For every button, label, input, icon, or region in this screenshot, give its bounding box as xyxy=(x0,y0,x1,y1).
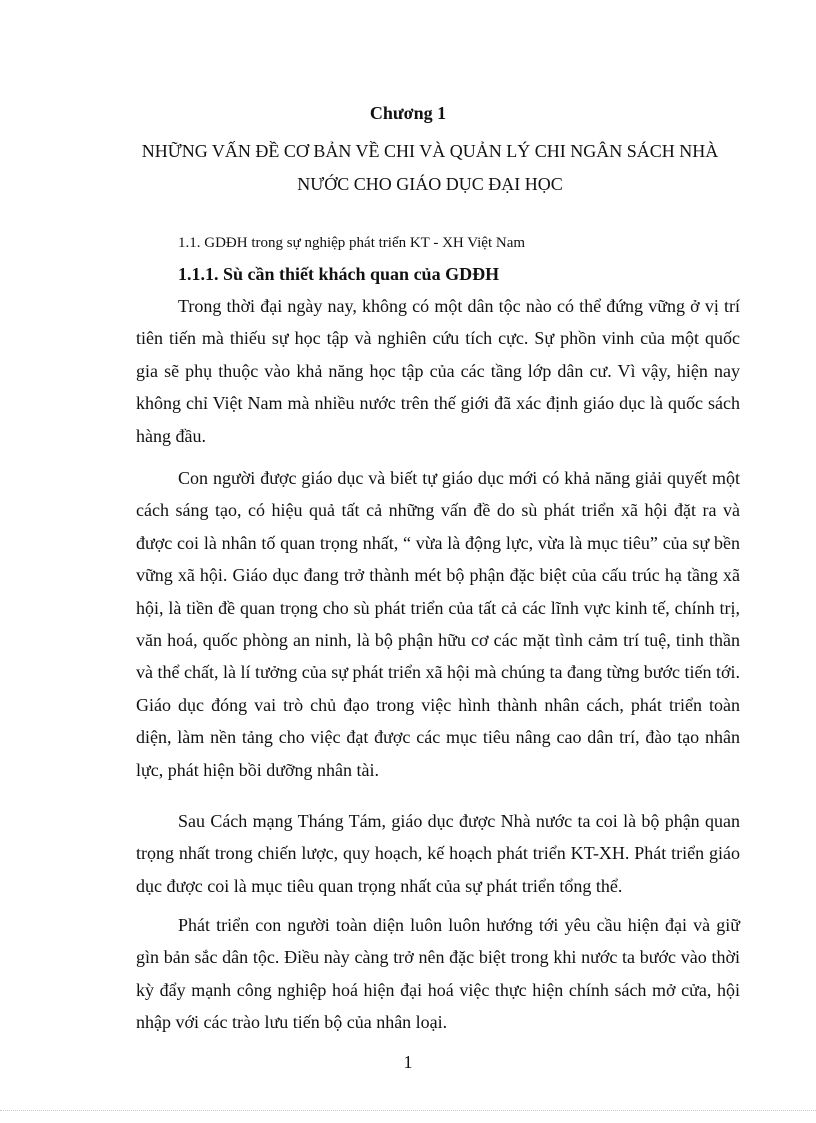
paragraph: Phát triển con người toàn diện luôn luôn hướng tới yêu cầu hiện đại và giữ gìn bản sắc dân tộc. Điều này càng trở nên đặc biệt trong khi nước ta bước vào thời kỳ đẩy mạnh công nghiệp hoá hiện đại hoá việc thực hiện chính sách mở cửa, hội nhập với các trào lưu tiến bộ của nhân loại. xyxy=(136,915,740,1033)
chapter-number: Chương 1 xyxy=(369,103,447,123)
paragraph: Con người được giáo dục và biết tự giáo dục mới có khả năng giải quyết một cách sáng tạo, có hiệu quả tất cả những vấn đề do sù phát triển xã hội đặt ra và được coi là nhân tố quan trọng nhất, “ vừa là động lực, vừa là mục tiêu” của sự bền vững xã hội. Giáo dục đang trở thành mét bộ phận đặc biệt của cấu trúc hạ tầng xã hội, là tiền đề quan trọng cho sù phát triển của tất cả các lĩnh vực kinh tế, chính trị, văn hoá, quốc phòng an ninh, là bộ phận hữu cơ các mặt tình cảm trí tuệ, tinh thần và thể chất, là lí tưởng của sự phát triển xã hội mà chúng ta đang từng bước tiến tới. Giáo dục đóng vai trò chủ đạo trong việc hình thành nhân cách, phát triển toàn diện, làm nền tảng cho việc đạt được các mục tiêu nâng cao dân trí, đào tạo nhân lực, phát hiện bồi dưỡng nhân tài. xyxy=(136,468,740,780)
subsection-heading: 1.1.1. Sù cần thiết khách quan của GDĐH xyxy=(178,264,500,284)
section-heading: 1.1. GDĐH trong sự nghiệp phát triển KT - XH Việt Nam xyxy=(178,235,526,251)
page-number: 1 xyxy=(403,1052,413,1072)
page-bottom-border xyxy=(0,1110,816,1111)
chapter-title: NHỮNG VẤN ĐỀ CƠ BẢN VỀ CHI VÀ QUẢN LÝ CHI NGÂN SÁCH NHÀ NƯỚC CHO GIÁO DỤC ĐẠI HỌC xyxy=(141,141,719,194)
paragraph: Trong thời đại ngày nay, không có một dân tộc nào có thể đứng vững ở vị trí tiên tiến mà thiếu sự học tập và nghiên cứu tích cực. Sự phồn vinh của một quốc gia sẽ phụ thuộc vào khả năng học tập của các tầng lớp dân cư. Vì vậy, hiện nay không chỉ Việt Nam mà nhiều nước trên thế giới đã xác định giáo dục là quốc sách hàng đầu. xyxy=(136,296,740,446)
paragraph: Sau Cách mạng Tháng Tám, giáo dục được Nhà nước ta coi là bộ phận quan trọng nhất trong chiến lược, quy hoạch, kế hoạch phát triển KT-XH. Phát triển giáo dục được coi là mục tiêu quan trọng nhất của sự phát triển tổng thể. xyxy=(136,811,740,896)
